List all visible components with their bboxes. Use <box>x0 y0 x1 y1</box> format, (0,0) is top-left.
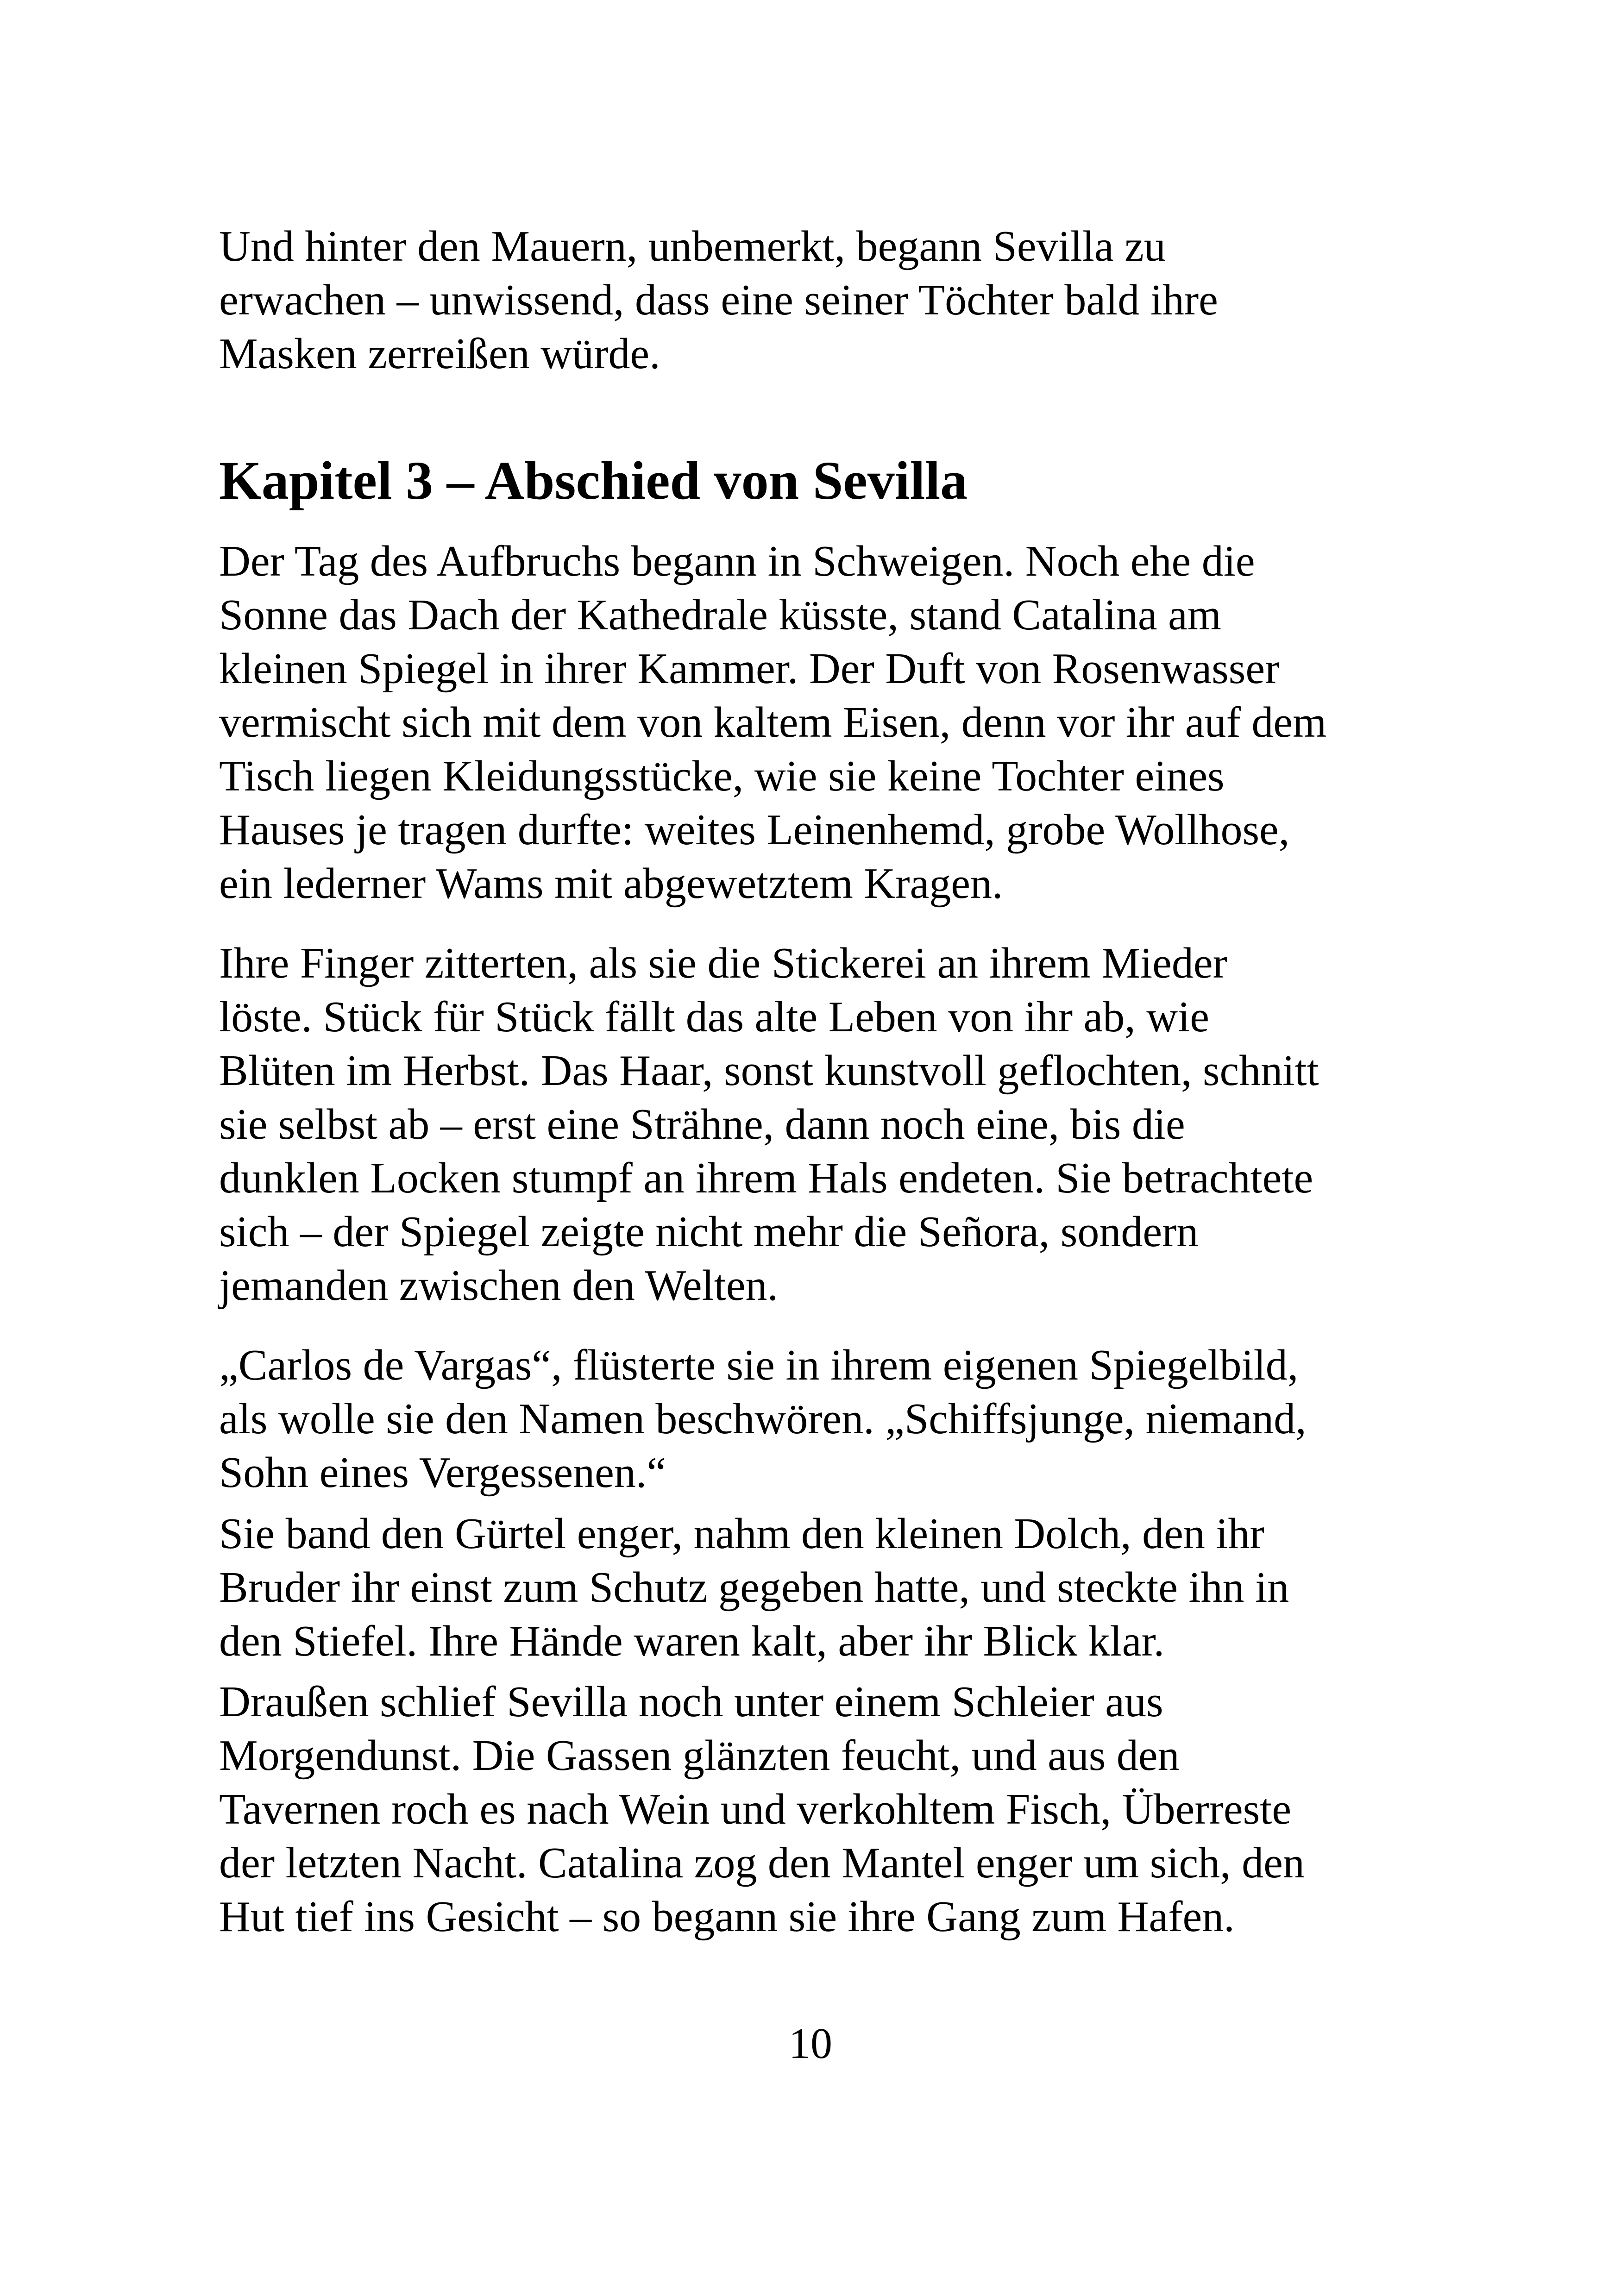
intro-paragraph: Und hinter den Mauern, unbemerkt, begann Sevilla zu erwachen – unwissend, dass eine seiner Töchter bald ihre Masken zerreißen würde. <box>219 222 1218 378</box>
body-paragraph-1: Der Tag des Aufbruchs begann in Schweigen. Noch ehe die Sonne das Dach der Kathedrale küsste, stand Catalina am kleinen Spiegel in ihrer Kammer. Der Duft von Rosenwasser vermischt sich mit dem von kaltem Eisen, denn vor ihr auf dem Tisch liegen Kleidungsstücke, wie sie keine Tochter eines Hauses je tragen durfte: weites Leinenhemd, grobe Wollhose, ein lederner Wams mit abgewetztem Kragen. <box>219 537 1327 908</box>
body-paragraph-5: Draußen schlief Sevilla noch unter einem Schleier aus Morgendunst. Die Gassen glänzten feucht, und aus den Tavernen roch es nach Wein und verkohltem Fisch, Überreste der letzten Nacht. Catalina zog den Mantel enger um sich, den Hut tief ins Gesicht – so begann sie ihre Gang zum Hafen. <box>219 1678 1305 1941</box>
body-paragraph-4: Sie band den Gürtel enger, nahm den kleinen Dolch, den ihr Bruder ihr einst zum Schutz gegeben hatte, und steckte ihn in den Stiefel. Ihre Hände waren kalt, aber ihr Blick klar. <box>219 1510 1289 1665</box>
page-number: 10 <box>789 2020 832 2068</box>
body-paragraph-2: Ihre Finger zitterten, als sie die Stickerei an ihrem Mieder löste. Stück für Stück fällt das alte Leben von ihr ab, wie Blüten im Herbst. Das Haar, sonst kunstvoll geflochten, schnitt sie selbst ab – erst eine Strähne, dann noch eine, bis die dunklen Locken stumpf an ihrem Hals endeten. Sie betrachtete sich – der Spiegel zeigte nicht mehr die Señora, sondern jemanden zwischen den Welten. <box>219 939 1319 1310</box>
body-paragraph-3: „Carlos de Vargas“, flüsterte sie in ihrem eigenen Spiegelbild, als wolle sie den Namen beschwören. „Schiffsjunge, niemand, Sohn eines Vergessenen.“ <box>219 1341 1307 1497</box>
chapter-heading: Kapitel 3 – Abschied von Sevilla <box>219 450 968 511</box>
